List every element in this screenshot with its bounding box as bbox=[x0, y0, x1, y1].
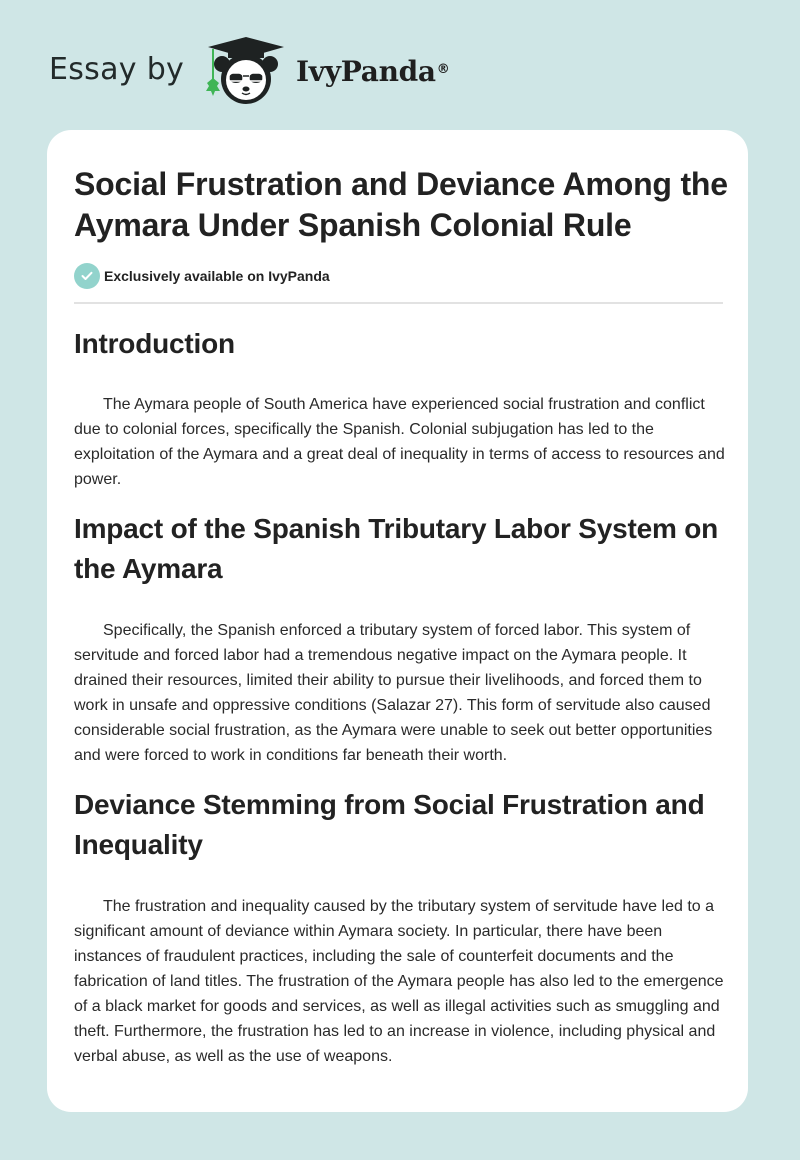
essay-body bbox=[74, 320, 726, 1069]
brand-name[interactable] bbox=[296, 54, 449, 90]
site-header bbox=[0, 0, 800, 130]
brand-text: IvyPanda bbox=[296, 55, 436, 88]
divider bbox=[74, 302, 723, 304]
registered-mark: ® bbox=[436, 62, 450, 77]
essay-card bbox=[47, 130, 748, 1112]
section-paragraph: The Aymara people of South America have experienced social frustration and conflict due to colonial forces, specifically the Spanish. Colonial subjugation has led to the exploitation of the Aymara and a great deal of inequality in terms of access to resources and power. bbox=[74, 396, 725, 488]
section-deviance bbox=[74, 785, 726, 1069]
page-title: Social Frustration and Deviance Among the Aymara Under Spanish Colonial Rule bbox=[74, 166, 728, 243]
section-impact bbox=[74, 509, 726, 768]
section-heading: Deviance Stemming from Social Frustration and Inequality bbox=[74, 789, 705, 860]
section-heading: Introduction bbox=[74, 328, 235, 359]
exclusive-badge bbox=[74, 263, 330, 289]
section-introduction bbox=[74, 324, 726, 492]
essay-by-label: Essay by bbox=[49, 52, 185, 87]
section-paragraph: The frustration and inequality caused by the tributary system of servitude have led to a significant amount of deviance within Aymara society. In particular, there have been instances of fraudulent practices, including the sale of counterfeit documents and the fabrication of land titles. The frustration of the Aymara people has also led to the emergence of a black market for goods and services, as well as illegal activities such as smuggling and theft. Furthermore, the frustration has led to an increase in violence, including physical and verbal abuse, as well as the use of weapons. bbox=[74, 898, 724, 1065]
panda-graduate-icon[interactable] bbox=[200, 34, 292, 108]
section-heading: Impact of the Spanish Tributary Labor System on the Aymara bbox=[74, 513, 719, 584]
section-paragraph: Specifically, the Spanish enforced a tributary system of forced labor. This system of servitude and forced labor had a tremendous negative impact on the Aymara people. It drained their resources, limited their ability to pursue their livelihoods, and forced them to work in unsafe and oppressive conditions (Salazar 27). This form of servitude also caused considerable social frustration, as the Aymara were unable to seek out better opportunities and were forced to work in conditions far beneath their worth. bbox=[74, 622, 713, 764]
exclusive-label: Exclusively available on IvyPanda bbox=[104, 268, 330, 284]
check-circle-icon bbox=[74, 263, 100, 289]
